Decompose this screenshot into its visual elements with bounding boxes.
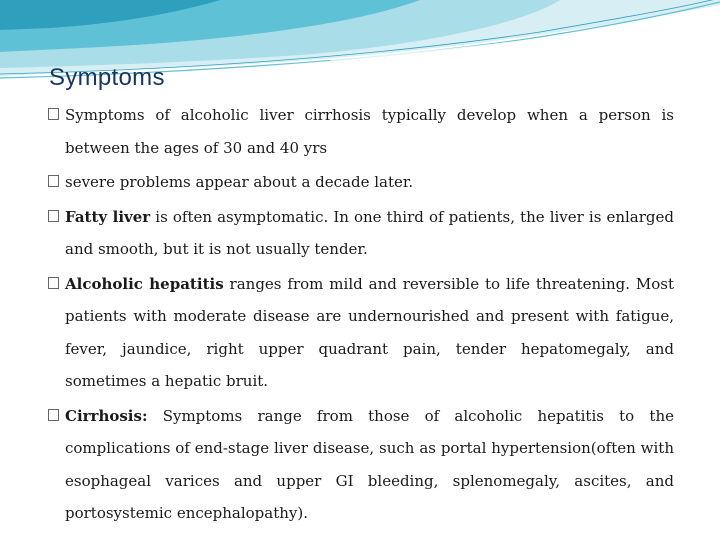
bullet-text: severe problems appear about a decade later. [65, 173, 414, 191]
bullet-item [48, 166, 674, 199]
hollow-square-bullet-icon [48, 108, 59, 120]
bullet-item [48, 99, 674, 164]
bullet-list [48, 99, 674, 530]
bullet-item [48, 400, 674, 530]
slide-title: Symptoms [49, 64, 165, 91]
hollow-square-bullet-icon [48, 277, 59, 289]
bullet-text: ranges from mild and reversible to life threatening. Most patients with moderate disease are undernourished and present with fatigue, fever, jaundice, right upper quadrant pain, tender hepatomegaly, and sometimes a hepatic bruit. [65, 274, 674, 390]
bullet-text: Symptoms range from those of alcoholic hepatitis to the complications of end-stage liver disease, such as portal hypertension(often with esophageal varices and upper GI bleeding, splenomegaly, ascites, and portosystemic encephalopathy). [65, 406, 674, 522]
hollow-square-bullet-icon [48, 210, 59, 222]
bullet-text: is often asymptomatic. In one third of patients, the liver is enlarged and smooth, but it is not usually tender. [65, 207, 675, 258]
bullet-item [48, 201, 674, 266]
hollow-square-bullet-icon [48, 409, 59, 421]
bullet-bold-term: Alcoholic hepatitis [65, 274, 224, 293]
bullet-bold-term: Cirrhosis: [65, 406, 148, 425]
bullet-text: Symptoms of alcoholic liver cirrhosis typically develop when a person is between the ages of 30 and 40 yrs [65, 106, 674, 157]
bullet-bold-term: Fatty liver [65, 207, 151, 226]
hollow-square-bullet-icon [48, 175, 59, 187]
bullet-item [48, 268, 674, 398]
